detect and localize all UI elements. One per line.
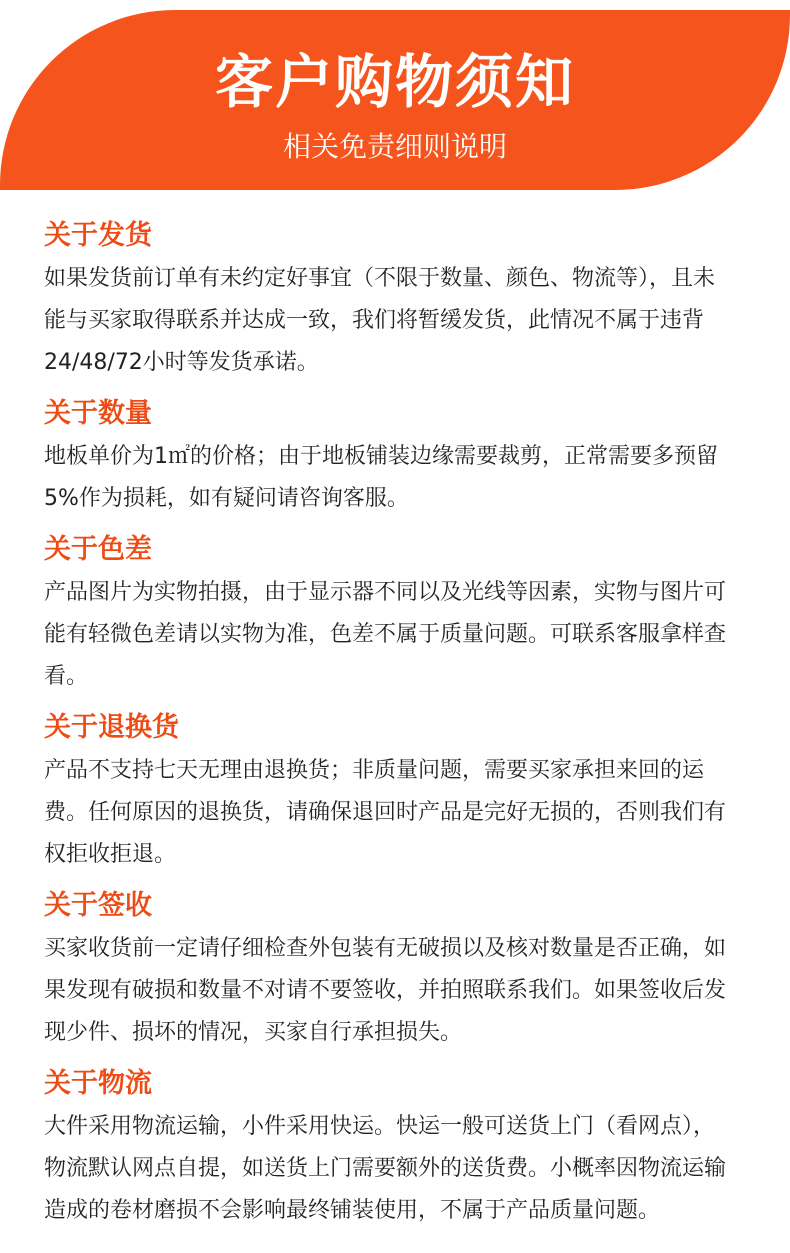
section-color-difference	[44, 528, 754, 698]
section-body: 产品图片为实物拍摄，由于显示器不同以及光线等因素，实物与图片可 能有轻微色差请以实物为准，色差不属于质量问题。可联系客服拿样查 看。	[44, 580, 727, 689]
section-heading: 关于色差	[44, 534, 152, 565]
section-heading: 关于退换货	[44, 712, 179, 743]
section-body: 大件采用物流运输，小件采用快运。快运一般可送货上门（看网点）， 物流默认网点自提，如送货上门需要额外的送货费。小概率因物流运输 造成的卷材磨损不会影响最终铺装使用，不属于产品质量问题。	[44, 1114, 727, 1223]
section-body: 买家收货前一定请仔细检查外包装有无破损以及核对数量是否正确，如 果发现有破损和数量不对请不要签收，并拍照联系我们。如果签收后发 现少件、损坏的情况，买家自行承担损失。	[44, 936, 727, 1045]
section-receipt	[44, 884, 754, 1054]
section-body: 地板单价为1㎡的价格；由于地板铺装边缘需要裁剪，正常需要多预留 5%作为损耗，如有疑问请咨询客服。	[44, 444, 718, 511]
section-shipping	[44, 214, 754, 384]
page-title: 客户购物须知	[214, 48, 575, 116]
header-banner	[0, 10, 790, 190]
section-returns	[44, 706, 754, 876]
page-subtitle: 相关免责细则说明	[282, 130, 507, 163]
notice-content	[44, 214, 754, 1240]
section-quantity	[44, 392, 754, 520]
section-body: 如果发货前订单有未约定好事宜（不限于数量、颜色、物流等），且未 能与买家取得联系并达成一致，我们将暂缓发货，此情况不属于违背 24/48/72小时等发货承诺。	[44, 266, 716, 375]
section-heading: 关于物流	[44, 1068, 152, 1099]
section-heading: 关于签收	[44, 890, 152, 921]
section-heading: 关于数量	[44, 398, 152, 429]
section-body: 产品不支持七天无理由退换货；非质量问题，需要买家承担来回的运 费。任何原因的退换货，请确保退回时产品是完好无损的，否则我们有 权拒收拒退。	[44, 758, 727, 867]
section-logistics	[44, 1062, 754, 1232]
section-heading: 关于发货	[44, 220, 152, 251]
